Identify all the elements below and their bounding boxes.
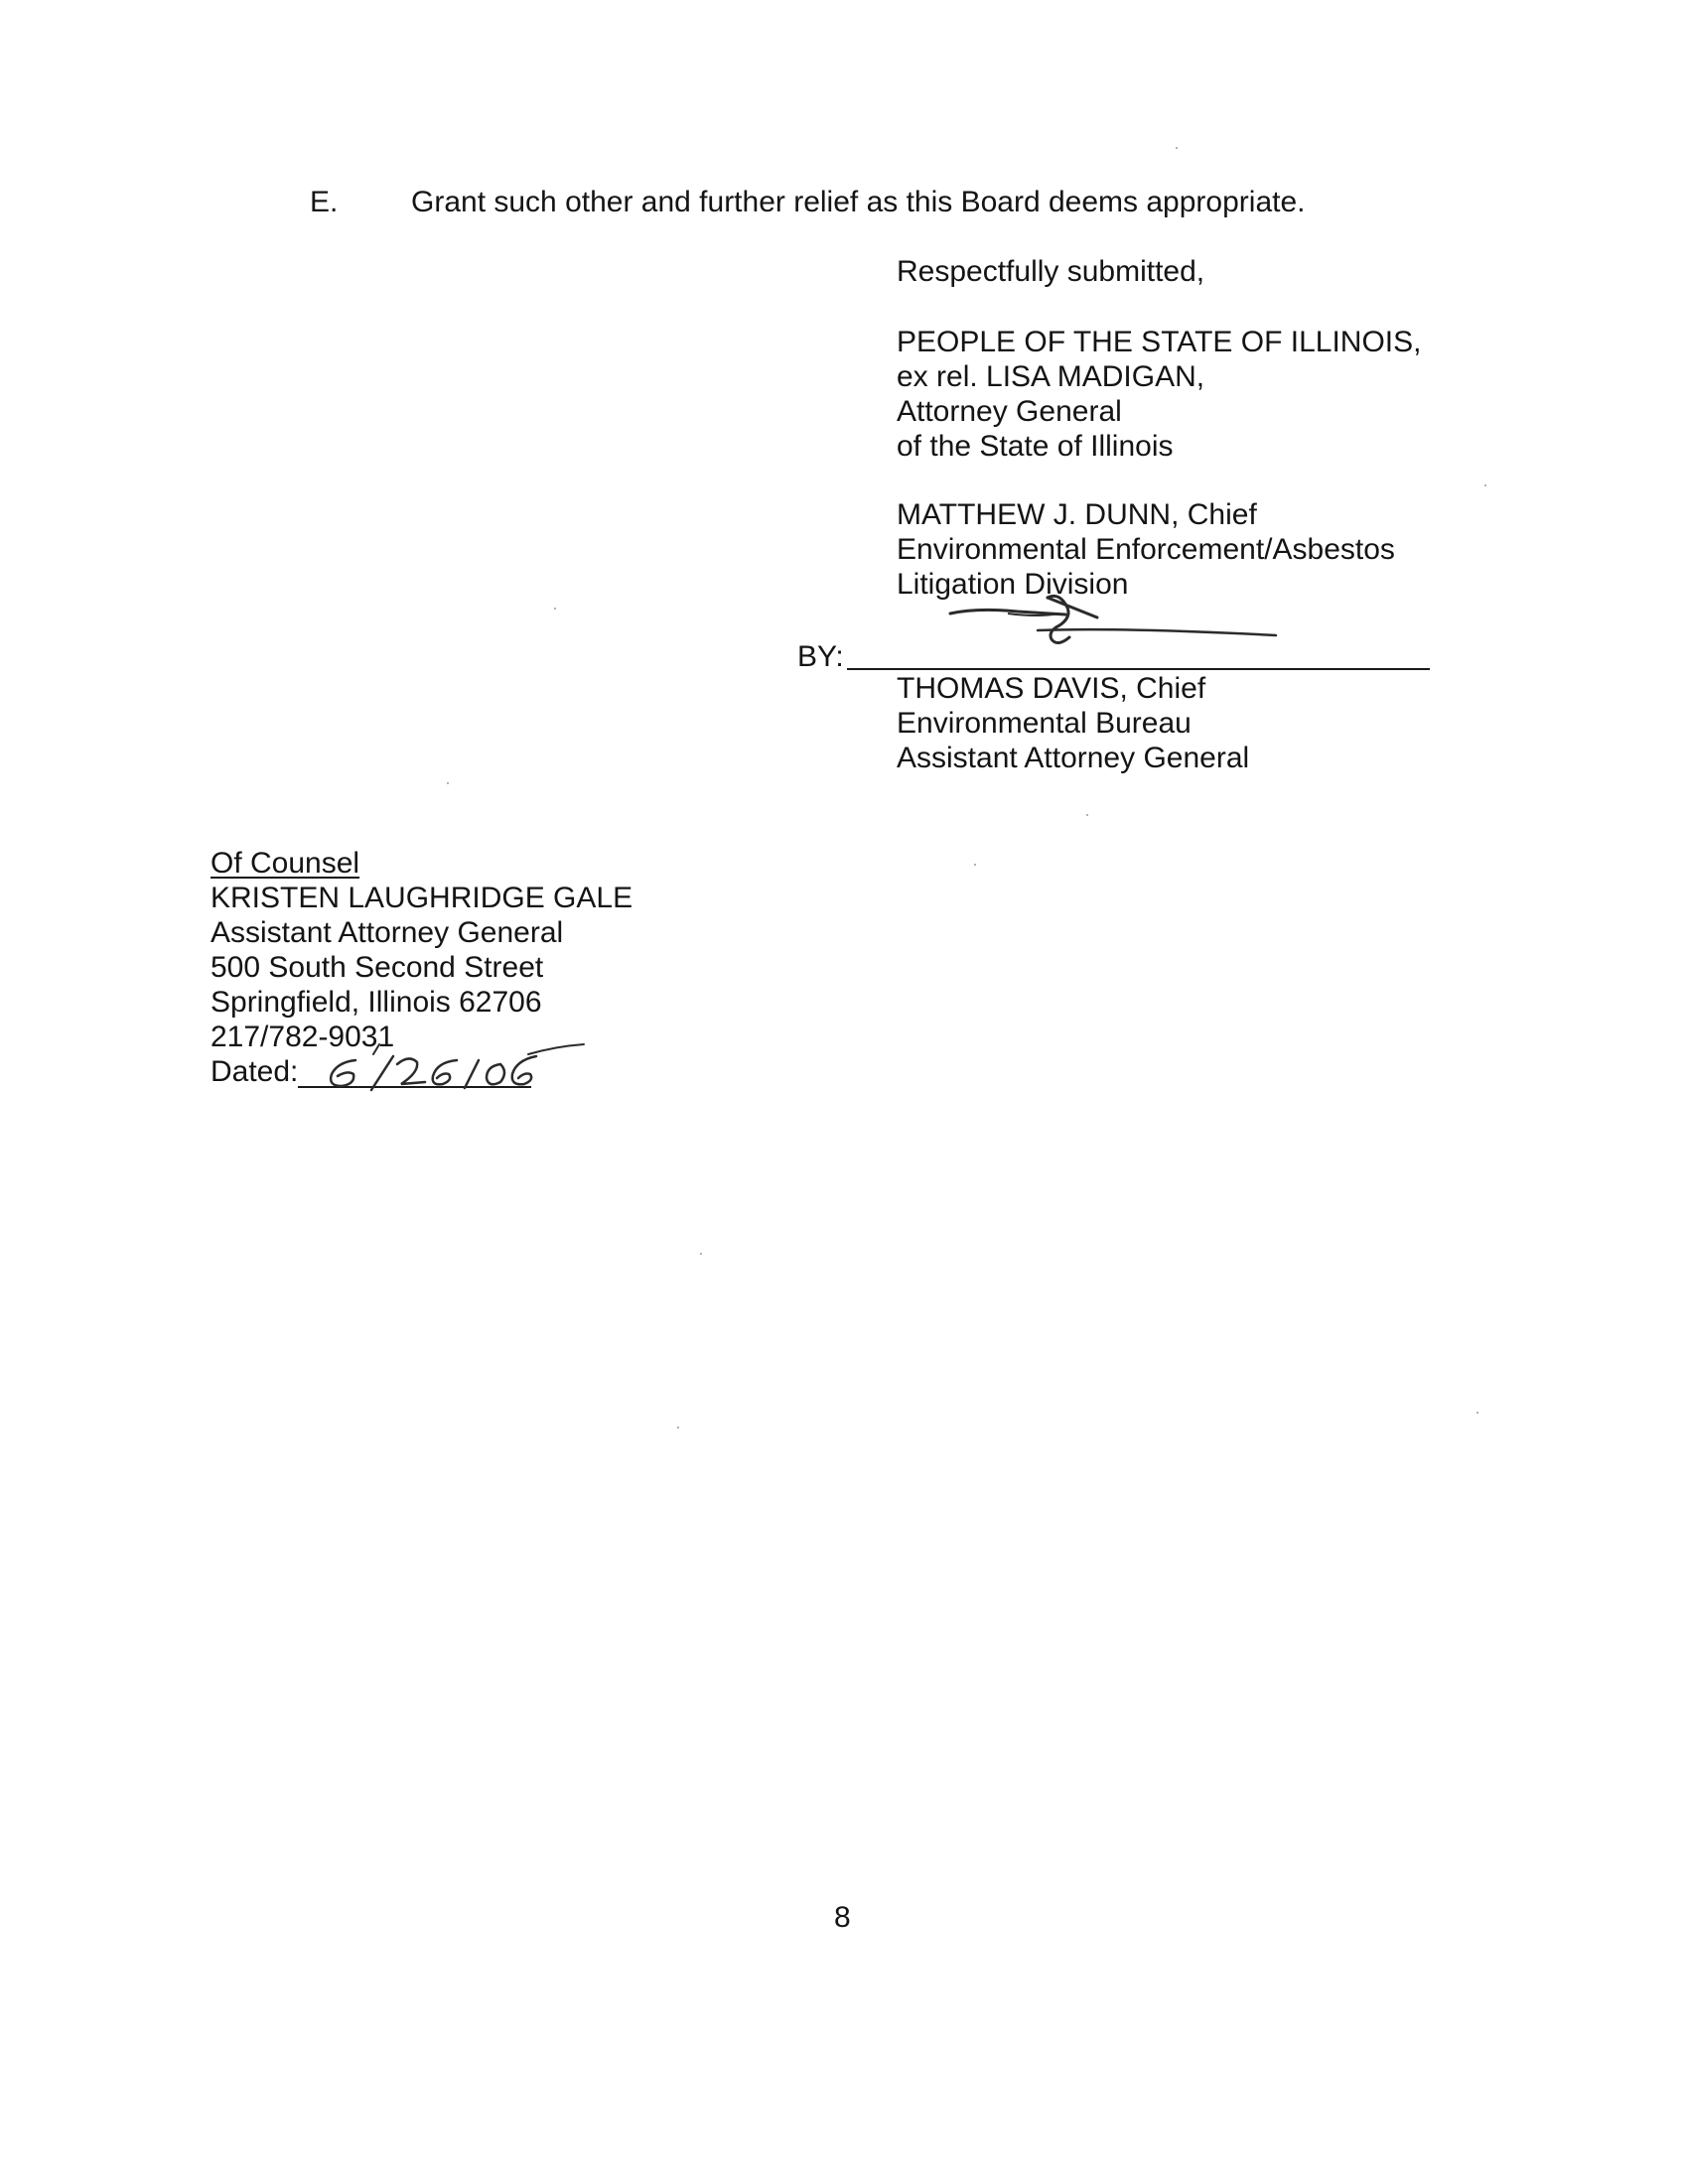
handwritten-date	[298, 1032, 586, 1094]
dated-label: Dated:	[210, 1055, 299, 1088]
page-number: 8	[834, 1901, 851, 1934]
relief-label: E.	[310, 186, 339, 218]
scan-speck	[1476, 1412, 1478, 1414]
division-line: Environmental Enforcement/Asbestos	[897, 533, 1395, 566]
counsel-line: KRISTEN LAUGHRIDGE GALE	[210, 882, 633, 914]
relief-text: Grant such other and further relief as this Board deems appropriate.	[411, 186, 1306, 218]
counsel-line: 500 South Second Street	[210, 951, 544, 984]
party-line: PEOPLE OF THE STATE OF ILLINOIS,	[897, 326, 1422, 358]
party-line: of the State of Illinois	[897, 430, 1174, 463]
party-line: ex rel. LISA MADIGAN,	[897, 360, 1205, 393]
division-line: MATTHEW J. DUNN, Chief	[897, 498, 1257, 531]
signature-line	[847, 668, 1430, 670]
scan-speck	[1086, 814, 1088, 816]
scan-speck	[700, 1253, 702, 1255]
counsel-line: Assistant Attorney General	[210, 916, 564, 949]
counsel-line: Springfield, Illinois 62706	[210, 986, 542, 1019]
handwritten-signature	[948, 594, 1306, 653]
party-line: Attorney General	[897, 395, 1122, 428]
scan-speck	[677, 1427, 679, 1429]
division-line: Litigation Division	[897, 568, 1129, 601]
counsel-line: 217/782-9031	[210, 1021, 395, 1053]
counsel-block	[210, 846, 632, 1054]
division-block	[897, 497, 1395, 602]
party-block	[897, 325, 1421, 464]
scan-speck	[974, 864, 976, 866]
scan-speck	[447, 782, 449, 784]
scan-speck	[554, 608, 556, 610]
closing-text: Respectfully submitted,	[897, 255, 1205, 288]
signatory-line: Environmental Bureau	[897, 707, 1192, 740]
scan-speck	[1176, 147, 1178, 149]
by-label: BY:	[797, 640, 844, 673]
signatory-line: THOMAS DAVIS, Chief	[897, 672, 1206, 705]
signatory-block	[897, 671, 1249, 775]
signatory-line: Assistant Attorney General	[897, 742, 1250, 774]
counsel-heading: Of Counsel	[210, 847, 360, 880]
scan-speck	[1484, 484, 1486, 486]
